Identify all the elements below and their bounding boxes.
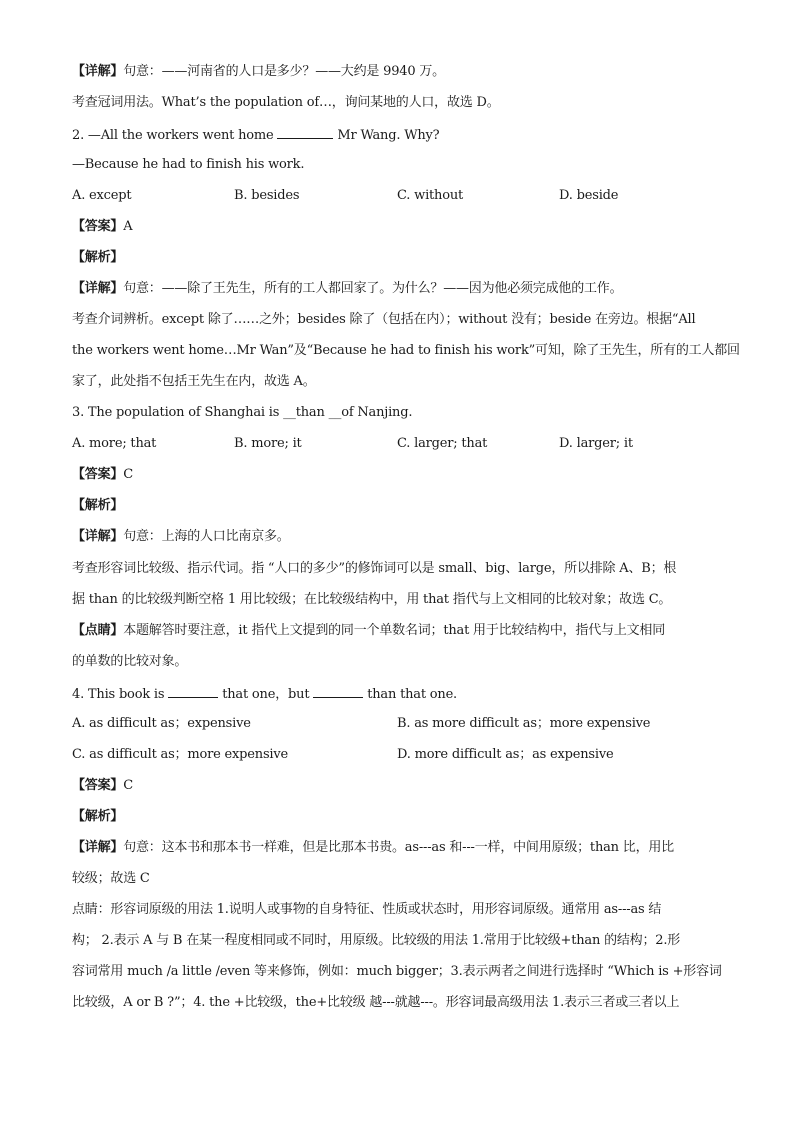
answer-tag: 【答案】: [72, 219, 124, 234]
option-b: B. more; it: [234, 436, 302, 451]
analysis-text: 家了，此处指不包括王先生在内，故选 A。: [72, 374, 316, 389]
detail-tag: 【详解】: [72, 840, 124, 855]
question-2-stem-end: Mr Wang. Why?: [333, 128, 440, 143]
question-2-response: —Because he had to finish his work.: [72, 157, 305, 172]
question-2-options: [72, 186, 722, 206]
question-4-stem-start: 4. This book is: [72, 687, 169, 702]
option-b: B. besides: [234, 188, 300, 203]
option-b: B. as more difficult as；more expensive: [397, 716, 651, 731]
tip-text: 容词常用 much /a little /even 等来修饰，例如：much bigger；3.表示两者之间进行选择时 “Which is +形容词: [72, 964, 722, 979]
analysis-text: 考查介词辨析。except 除了……之外；besides 除了（包括在内）；without 没有；beside 在旁边。根据“All: [72, 312, 696, 327]
question-2: [72, 124, 439, 146]
tip-tag: 【点睛】: [72, 623, 124, 638]
option-d: D. beside: [559, 188, 619, 203]
answer-value: C: [123, 778, 133, 793]
answer-value: A: [123, 219, 133, 234]
answer-line: [72, 465, 133, 485]
analysis-text: 较级；故选 C: [72, 871, 150, 886]
option-c: C. larger; that: [397, 436, 488, 451]
tip-text: 本题解答时要注意，it 指代上文提到的同一个单数名词；that 用于比较结构中，指代与上文相同: [123, 623, 666, 638]
option-d: D. more difficult as；as expensive: [397, 747, 614, 762]
option-d: D. larger; it: [559, 436, 633, 451]
analysis-tag: 【解析】: [72, 498, 124, 513]
detail-tag: 【详解】: [72, 529, 124, 544]
option-c: C. as difficult as；more expensive: [72, 747, 289, 762]
analysis-heading: [72, 248, 123, 268]
detail-tag: 【详解】: [72, 281, 124, 296]
detail-text: 句意：——除了王先生，所有的工人都回家了。为什么？——因为他必须完成他的工作。: [123, 281, 623, 296]
detail-line: [72, 279, 622, 299]
question-4-stem-middle: that one，but: [218, 687, 314, 702]
answer-line: [72, 217, 132, 237]
option-a: A. as difficult as；expensive: [72, 716, 251, 731]
question-4-options-row-1: [72, 714, 722, 734]
question-4-stem-end: than that one.: [363, 687, 457, 702]
detail-line: [72, 838, 674, 858]
analysis-tag: 【解析】: [72, 809, 124, 824]
detail-text: 句意：——河南省的人口是多少？——大约是 9940 万。: [123, 64, 445, 79]
detail-text: 句意：这本书和那本书一样难，但是比那本书贵。as---as 和---一样，中间用原级；than 比，用比: [123, 840, 674, 855]
tip-text: 构； 2.表示 A 与 B 在某一程度相同或不同时，用原级。比较级的用法 1.常用于比较级+than 的结构；2.形: [72, 933, 681, 948]
tip-text-continued: 的单数的比较对象。: [72, 654, 188, 669]
question-4-options-row-2: [72, 745, 722, 765]
option-a: A. except: [72, 188, 132, 203]
detail-text: 句意：上海的人口比南京多。: [123, 529, 290, 544]
answer-tag: 【答案】: [72, 778, 124, 793]
option-a: A. more; that: [72, 436, 157, 451]
answer-blank: [277, 124, 333, 139]
answer-blank: [313, 683, 363, 698]
analysis-heading: [72, 807, 123, 827]
answer-value: C: [123, 467, 133, 482]
question-3: 3. The population of Shanghai is __than __of Nanjing.: [72, 405, 413, 420]
analysis-text: 考查形容词比较级、指示代词。指 “人口的多少”的修饰词可以是 small、big、large，所以排除 A、B；根: [72, 561, 677, 576]
analysis-text: 考查冠词用法。What’s the population of…，询问某地的人口，故选 D。: [72, 95, 500, 110]
tip-text: 点睛：形容词原级的用法 1.说明人或事物的自身特征、性质或状态时，用形容词原级。通常用 as---as 结: [72, 902, 662, 917]
tip-text: 比较级，A or B ?”；4. the +比较级，the+比较级 越---就越---。形容词最高级用法 1.表示三者或三者以上: [72, 995, 680, 1010]
question-2-stem-start: 2. —All the workers went home: [72, 128, 278, 143]
question-4: [72, 683, 457, 705]
answer-line: [72, 776, 133, 796]
tip-line: [72, 621, 665, 641]
analysis-text: the workers went home…Mr Wan”及“Because he had to finish his work”可知，除了王先生，所有的工人都回: [72, 343, 740, 358]
analysis-text: 据 than 的比较级判断空格 1 用比较级；在比较级结构中，用 that 指代与上文相同的比较对象；故选 C。: [72, 592, 672, 607]
answer-blank: [168, 683, 218, 698]
detail-tag: 【详解】: [72, 64, 124, 79]
detail-line: [72, 527, 290, 547]
question-3-options: [72, 434, 722, 454]
analysis-tag: 【解析】: [72, 250, 124, 265]
option-c: C. without: [397, 188, 464, 203]
answer-tag: 【答案】: [72, 467, 124, 482]
analysis-heading: [72, 496, 123, 516]
detail-line: [72, 62, 445, 82]
